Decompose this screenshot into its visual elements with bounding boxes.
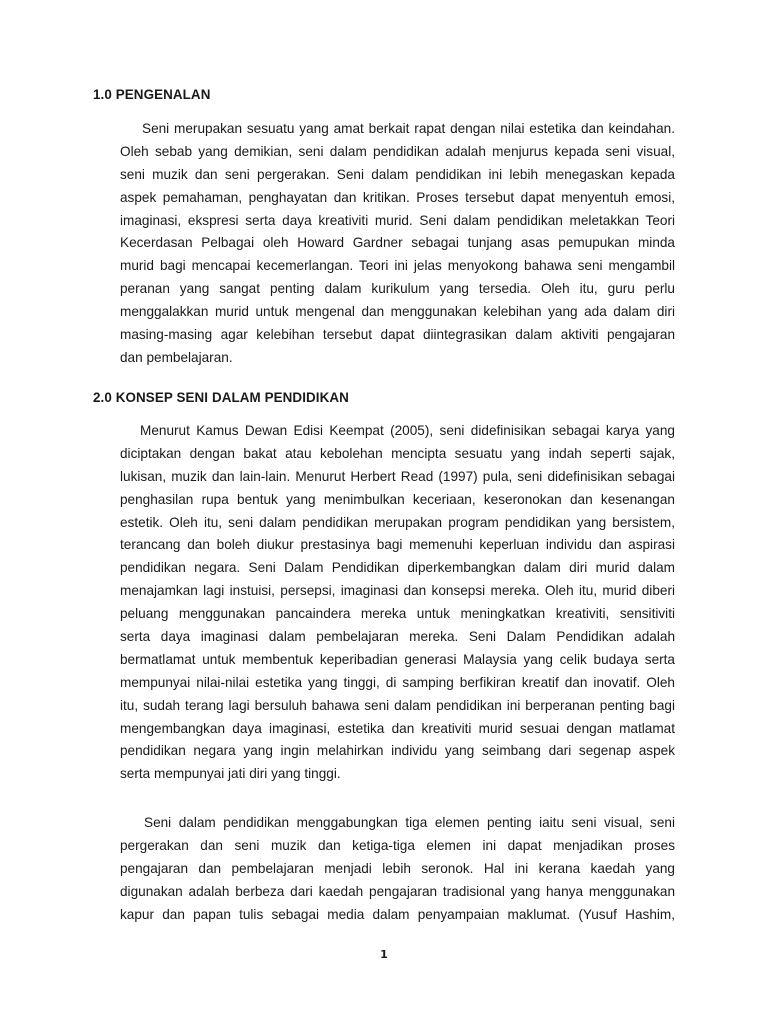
text-line: serta daya imaginasi dalam pembelajaran mereka. Seni Dalam Pendidikan adalah bbox=[120, 629, 675, 645]
text-line: mempunyai nilai-nilai estetika yang tinggi, di samping berfikiran kreatif dan inovatif. Oleh bbox=[120, 674, 675, 690]
text-line: estetik. Oleh itu, seni dalam pendidikan merupakan program pendidikan yang bersistem, bbox=[120, 514, 675, 530]
text-line: serta mempunyai jati diri yang tinggi. bbox=[120, 766, 341, 782]
text-line: Oleh sebab yang demikian, seni dalam pendidikan adalah menjurus kepada seni visual, bbox=[120, 143, 675, 159]
text-line: pendidikan negara. Seni Dalam Pendidikan diperkembangkan dalam diri murid dalam bbox=[120, 560, 675, 576]
text-line: pengajaran dan pembelajaran menjadi lebih seronok. Hal ini kerana kaedah yang bbox=[120, 860, 675, 876]
text-line: lukisan, muzik dan lain-lain. Menurut Herbert Read (1997) pula, seni didefinisikan sebagai bbox=[120, 468, 675, 484]
text-line: seni muzik dan seni pergerakan. Seni dalam pendidikan ini lebih menegaskan kepada bbox=[120, 166, 675, 182]
text-line: Menurut Kamus Dewan Edisi Keempat (2005), seni didefinisikan sebagai karya yang bbox=[140, 423, 675, 438]
text-line: menajamkan lagi instuisi, persepsi, imaginasi dan konsepsi mereka. Oleh itu, murid diberi bbox=[120, 583, 675, 599]
text-line: pendidikan negara yang ingin melahirkan individu yang seimbang dari segenap aspek bbox=[120, 743, 675, 759]
text-line: pergerakan dan seni muzik dan ketiga-tiga elemen ini dapat menjadikan proses bbox=[120, 837, 675, 853]
text-line: peluang menggunakan pancaindera mereka untuk meningkatkan kreativiti, sensitiviti bbox=[120, 606, 675, 622]
paragraph-konsep-2 bbox=[120, 812, 675, 926]
text-line: penghasilan rupa bentuk yang menimbulkan keceriaan, keseronokan dan kesenangan bbox=[120, 491, 675, 507]
text-line: imaginasi, ekspresi serta daya kreativiti murid. Seni dalam pendidikan meletakkan Teori bbox=[120, 212, 675, 228]
text-line: itu, sudah terang lagi bersuluh bahawa seni dalam pendidikan ini berperanan penting bagi bbox=[120, 697, 675, 713]
text-line: Seni merupakan sesuatu yang amat berkait rapat dengan nilai estetika dan keindahan. bbox=[142, 121, 675, 136]
paragraph-konsep-1 bbox=[120, 420, 675, 786]
text-line: terancang dan boleh diukur prestasinya bagi memenuhi keperluan individu dan aspirasi bbox=[120, 537, 675, 553]
text-line: diciptakan dengan bakat atau kebolehan mencipta sesuatu yang indah seperti sajak, bbox=[120, 445, 675, 461]
text-line: murid bagi mencapai kecemerlangan. Teori ini jelas menyokong bahawa seni mengambil bbox=[120, 258, 675, 274]
text-line: menggalakkan murid untuk mengenal dan menggunakan kelebihan yang ada dalam diri bbox=[120, 304, 675, 320]
text-line: aspek pemahaman, penghayatan dan kritikan. Proses tersebut dapat menyentuh emosi, bbox=[120, 189, 675, 205]
text-line: dan pembelajaran. bbox=[120, 349, 233, 365]
text-line: Kecerdasan Pelbagai oleh Howard Gardner sebagai tunjang asas pemupukan minda bbox=[120, 235, 675, 251]
text-line: digunakan adalah berbeza dari kaedah pengajaran tradisional yang hanya menggunakan bbox=[120, 883, 675, 899]
text-line: mengembangkan daya imaginasi, estetika dan kreativiti murid sesuai dengan matlamat bbox=[120, 720, 675, 736]
page-number: 1 bbox=[380, 948, 388, 961]
text-line: bermatlamat untuk membentuk keperibadian generasi Malaysia yang celik budaya serta bbox=[120, 651, 675, 667]
text-line: Seni dalam pendidikan menggabungkan tiga elemen penting iaitu seni visual, seni bbox=[144, 815, 675, 830]
paragraph-pengenalan bbox=[120, 118, 675, 370]
text-line: peranan yang sangat penting dalam kurikulum yang tersedia. Oleh itu, guru perlu bbox=[120, 281, 675, 297]
text-line: kapur dan papan tulis sebagai media dalam penyampaian maklumat. (Yusuf Hashim, bbox=[120, 906, 675, 922]
text-line: masing-masing agar kelebihan tersebut dapat diintegrasikan dalam aktiviti pengajaran bbox=[120, 327, 675, 343]
section-heading-konsep: 2.0 KONSEP SENI DALAM PENDIDIKAN bbox=[93, 390, 349, 405]
section-heading-pengenalan: 1.0 PENGENALAN bbox=[93, 87, 211, 102]
